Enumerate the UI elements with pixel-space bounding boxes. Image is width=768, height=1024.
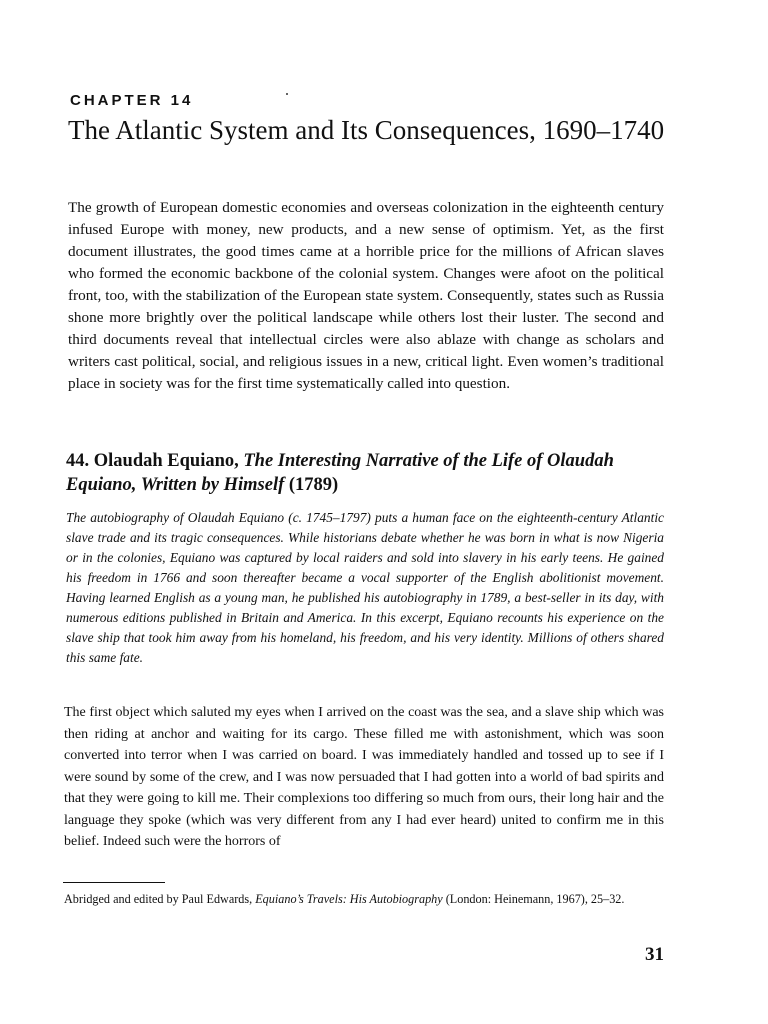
footnote-book-title: Equiano’s Travels: His Autobiography bbox=[255, 892, 443, 906]
document-number: 44. bbox=[66, 451, 90, 471]
footnote-divider bbox=[63, 882, 165, 883]
chapter-title: The Atlantic System and Its Consequences, 1690–1740 bbox=[68, 115, 665, 145]
document-excerpt: The first object which saluted my eyes when I arrived on the coast was the sea, and a slave ship which was then riding at anchor and waiting for its cargo. These filled me with astonishment, which was soon converted into terror when I was carried on board. I was immediately handled and tossed up to see if I were sound by some of the crew, and I was now persuaded that I had gotten into a world of bad spirits and that they were going to kill me. Their complexions too differing so much from ours, their long hair and the language they spoke (which was very different from any I had ever heard) united to confirm me in this belief. Indeed such were the horrors of bbox=[64, 705, 664, 849]
document-year: (1789) bbox=[288, 475, 339, 495]
page-number: 31 bbox=[645, 944, 664, 965]
scan-speck bbox=[286, 93, 288, 95]
document-author: Olaudah Equiano, bbox=[93, 451, 239, 471]
footnote-prefix: Abridged and edited by Paul Edwards, bbox=[64, 892, 253, 906]
source-footnote bbox=[64, 890, 664, 909]
document-heading bbox=[66, 449, 666, 497]
footnote-suffix: (London: Heinemann, 1967), 25–32. bbox=[445, 892, 625, 906]
chapter-label: CHAPTER 14 bbox=[70, 92, 194, 109]
document-headnote: The autobiography of Olaudah Equiano (c. 1745–1797) puts a human face on the eighteenth-century Atlantic slave trade and its tragic consequences. While historians debate whether he was born in what is now Nigeria or in the colonies, Equiano was captured by local raiders and sold into slavery in his early teens. He gained his freedom in 1766 and soon thereafter became a vocal supporter of the English abolitionist movement. Having learned English as a young man, he published his autobiography in 1789, a best-seller in its day, with numerous editions published in Britain and America. In this excerpt, Equiano recounts his experience on the slave ship that took him away from his homeland, his freedom, and his very identity. Millions of others shared this same fate. bbox=[66, 510, 664, 665]
document-book-title: The Interesting Narrative of the Life of Olaudah Equiano, Written by Himself bbox=[66, 451, 614, 495]
chapter-intro-paragraph: The growth of European domestic economies and overseas colonization in the eighteenth century infused Europe with money, new products, and a new sense of optimism. Yet, as the first document illustrates, the good times came at a horrible price for the millions of African slaves who formed the economic backbone of the colonial system. Changes were afoot on the political front, too, with the stabilization of the European state system. Consequently, states such as Russia shone more brightly over the political landscape while others lost their luster. The second and third documents reveal that intellectual circles were also ablaze with change as scholars and writers cast political, social, and religious issues in a new, critical light. Even women’s traditional place in society was for the first time systematically called into question. bbox=[68, 199, 664, 392]
